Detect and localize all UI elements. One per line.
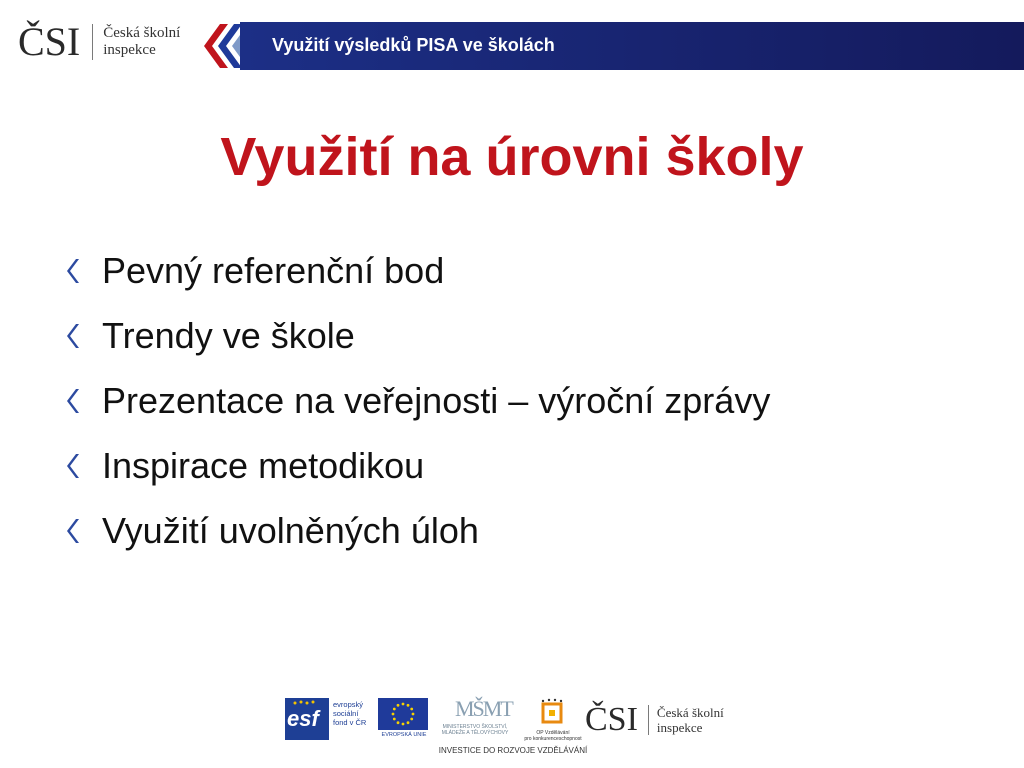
bullet-text: Využití uvolněných úloh	[102, 509, 479, 551]
esf-line3: fond v ČR	[333, 718, 367, 727]
slide-title: Využití na úrovni školy	[220, 127, 804, 187]
esf-line1: evropský	[333, 700, 364, 709]
csi-footer-logo	[585, 698, 724, 742]
bullet-text: Pevný referenční bod	[102, 249, 445, 291]
op-caption	[521, 730, 585, 742]
chevron-left-icon	[60, 451, 84, 481]
csi-logo-mark-text: ČSI	[18, 19, 81, 64]
msmt-line2: MLÁDEŽE A TĚLOVÝCHOVY	[441, 730, 509, 736]
bullet-item	[60, 498, 1000, 563]
bullet-text: Inspirace metodikou	[102, 444, 425, 486]
footer-tagline: INVESTICE DO ROZVOJE VZDĚLÁVÁNÍ	[438, 746, 588, 755]
op-logo	[523, 698, 583, 742]
esf-logo-mark: esf	[287, 706, 319, 731]
csi-footer-logo-line1: Česká školní	[656, 705, 724, 720]
bullet-item	[60, 303, 1000, 368]
bullet-item	[60, 238, 1000, 303]
esf-logo-box	[285, 698, 329, 740]
eu-flag-icon	[378, 698, 428, 730]
op-line1: OP Vzdělávání	[536, 730, 570, 736]
csi-logo	[18, 20, 180, 64]
footer-logo-separator	[648, 705, 649, 735]
bullet-item	[60, 368, 1000, 433]
eu-stars-icon	[378, 698, 428, 730]
chevron-left-icon	[60, 256, 84, 286]
csi-logo-text	[103, 25, 180, 59]
esf-logo	[285, 698, 375, 740]
chevron-left-icon	[60, 321, 84, 351]
eu-caption: EVROPSKÁ UNIE	[381, 732, 427, 738]
header-title: Využití výsledků PISA ve školách	[272, 35, 555, 55]
chevron-left-icon	[60, 386, 84, 416]
logo-separator	[92, 24, 93, 60]
msmt-logo	[433, 696, 515, 740]
csi-footer-logo-mark: ČSI	[585, 701, 638, 738]
msmt-line1: MINISTERSTVO ŠKOLSTVÍ,	[442, 724, 508, 730]
csi-footer-logo-text	[657, 705, 724, 735]
op-mark-icon	[537, 698, 567, 728]
bullet-list	[60, 238, 1000, 563]
csi-logo-mark	[18, 19, 81, 64]
msmt-logo-mark: MŠMT	[455, 696, 512, 721]
esf-line2: sociální	[333, 709, 359, 718]
msmt-caption	[433, 724, 517, 736]
op-line2: pro konkurenceschopnost	[524, 736, 582, 742]
esf-logo-text	[333, 700, 377, 727]
footer-logos	[285, 690, 745, 760]
eu-logo	[378, 698, 428, 740]
bullet-text: Prezentace na veřejnosti – výroční zprávy	[102, 379, 771, 421]
header-bar	[240, 22, 1024, 70]
header	[0, 0, 1024, 72]
bullet-item	[60, 433, 1000, 498]
csi-footer-logo-line2: inspekce	[656, 720, 703, 735]
bullet-text: Trendy ve škole	[102, 314, 355, 356]
csi-logo-line1: Česká školní	[103, 25, 181, 41]
csi-logo-line2: inspekce	[103, 42, 156, 58]
chevron-left-icon	[60, 516, 84, 546]
